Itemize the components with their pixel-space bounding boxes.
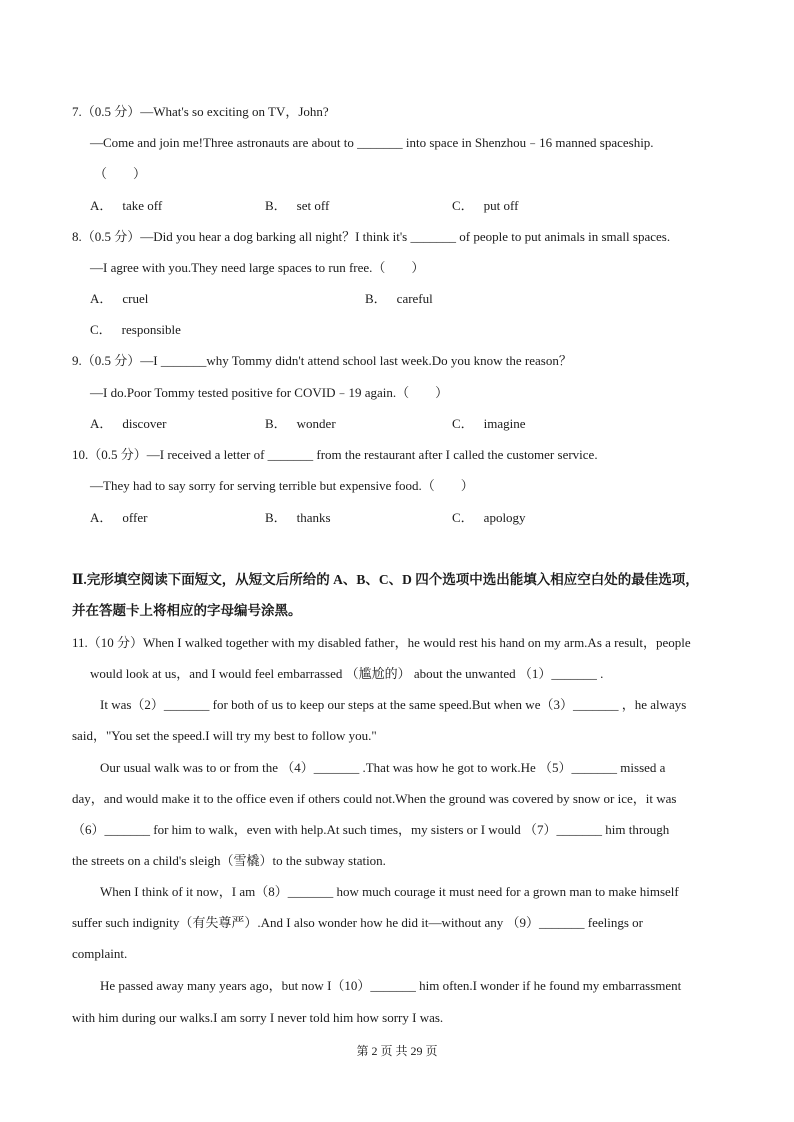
q9-stem: 9.（0.5 分）—I _______why Tommy didn't attend school last week.Do you know the reason？ <box>72 353 572 368</box>
q9-dialogue: —I do.Poor Tommy tested positive for COVID﹣19 again.（ ） <box>90 385 449 400</box>
passage-line: the streets on a child's sleigh（雪橇）to the subway station. <box>72 853 386 868</box>
q8-stem: 8.（0.5 分）—Did you hear a dog barking all night？I think it's _______ of people to put animals in small spaces. <box>72 229 671 244</box>
passage-line: He passed away many years ago，but now I（10）_______ him often.I wonder if he found my embarrassment <box>100 978 682 993</box>
passage-line: Our usual walk was to or from the （4）_______ .That was how he got to work.He （5）_______ missed a <box>100 760 666 775</box>
q7-dialogue: —Come and join me!Three astronauts are about to _______ into space in Shenzhou﹣16 manned spaceship. <box>90 135 654 150</box>
q10-stem: 10.（0.5 分）—I received a letter of _______ from the restaurant after I called the customer service. <box>72 447 598 462</box>
passage-line: When I think of it now，I am（8）_______ how much courage it must need for a grown man to make himself <box>100 884 679 899</box>
q7-answer-bracket: （ ） <box>94 166 147 181</box>
passage-line: 11.（10 分）When I walked together with my disabled father，he would rest his hand on my arm.As a result，people <box>72 635 691 650</box>
q10-dialogue: —They had to say sorry for serving terrible but expensive food.（ ） <box>90 478 474 493</box>
passage-line: day，and would make it to the office even if others could not.When the ground was covered by snow or ice，it was <box>72 791 677 806</box>
q8-option-c: C． responsible <box>90 322 181 337</box>
q10-option-c: C． apology <box>452 510 526 525</box>
q10-option-a: A． offer <box>90 510 148 525</box>
q8-option-b: B． careful <box>365 291 433 306</box>
page-number: 第 2 页 共 29 页 <box>356 1044 438 1058</box>
passage-line: with him during our walks.I am sorry I never told him how sorry I was. <box>72 1010 444 1025</box>
passage-line: （6）_______ for him to walk，even with help.At such times，my sisters or I would （7）_______ him through <box>72 822 670 837</box>
q9-option-b: B． wonder <box>265 416 336 431</box>
q7-option-b: B． set off <box>265 198 330 213</box>
q9-option-c: C． imagine <box>452 416 526 431</box>
passage-line: suffer such indignity（有失尊严）.And I also wonder how he did it—without any （9）_______ feelings or <box>72 915 643 930</box>
passage-line: said，"You set the speed.I will try my best to follow you." <box>72 728 377 743</box>
q10-option-b: B． thanks <box>265 510 331 525</box>
section-heading: Ⅱ.完形填空阅读下面短文，从短文后所给的 A、B、C、D 四个选项中选出能填入相应空白处的最佳选项， <box>72 572 699 587</box>
passage-line: It was（2）_______ for both of us to keep our steps at the same speed.But when we（3）_______ ，he always <box>100 697 687 712</box>
q7-stem: 7.（0.5 分）—What's so exciting on TV，John? <box>72 104 329 119</box>
q8-dialogue: —I agree with you.They need large spaces to run free.（ ） <box>90 260 425 275</box>
passage-line: would look at us，and I would feel embarrassed （尴尬的） about the unwanted （1）_______ . <box>90 666 604 681</box>
q7-option-a: A． take off <box>90 198 163 213</box>
q9-option-a: A． discover <box>90 416 167 431</box>
q7-option-c: C． put off <box>452 198 519 213</box>
passage-line: complaint. <box>72 946 128 961</box>
q8-option-a: A． cruel <box>90 291 149 306</box>
section-heading-cont: 并在答题卡上将相应的字母编号涂黑。 <box>72 603 302 618</box>
